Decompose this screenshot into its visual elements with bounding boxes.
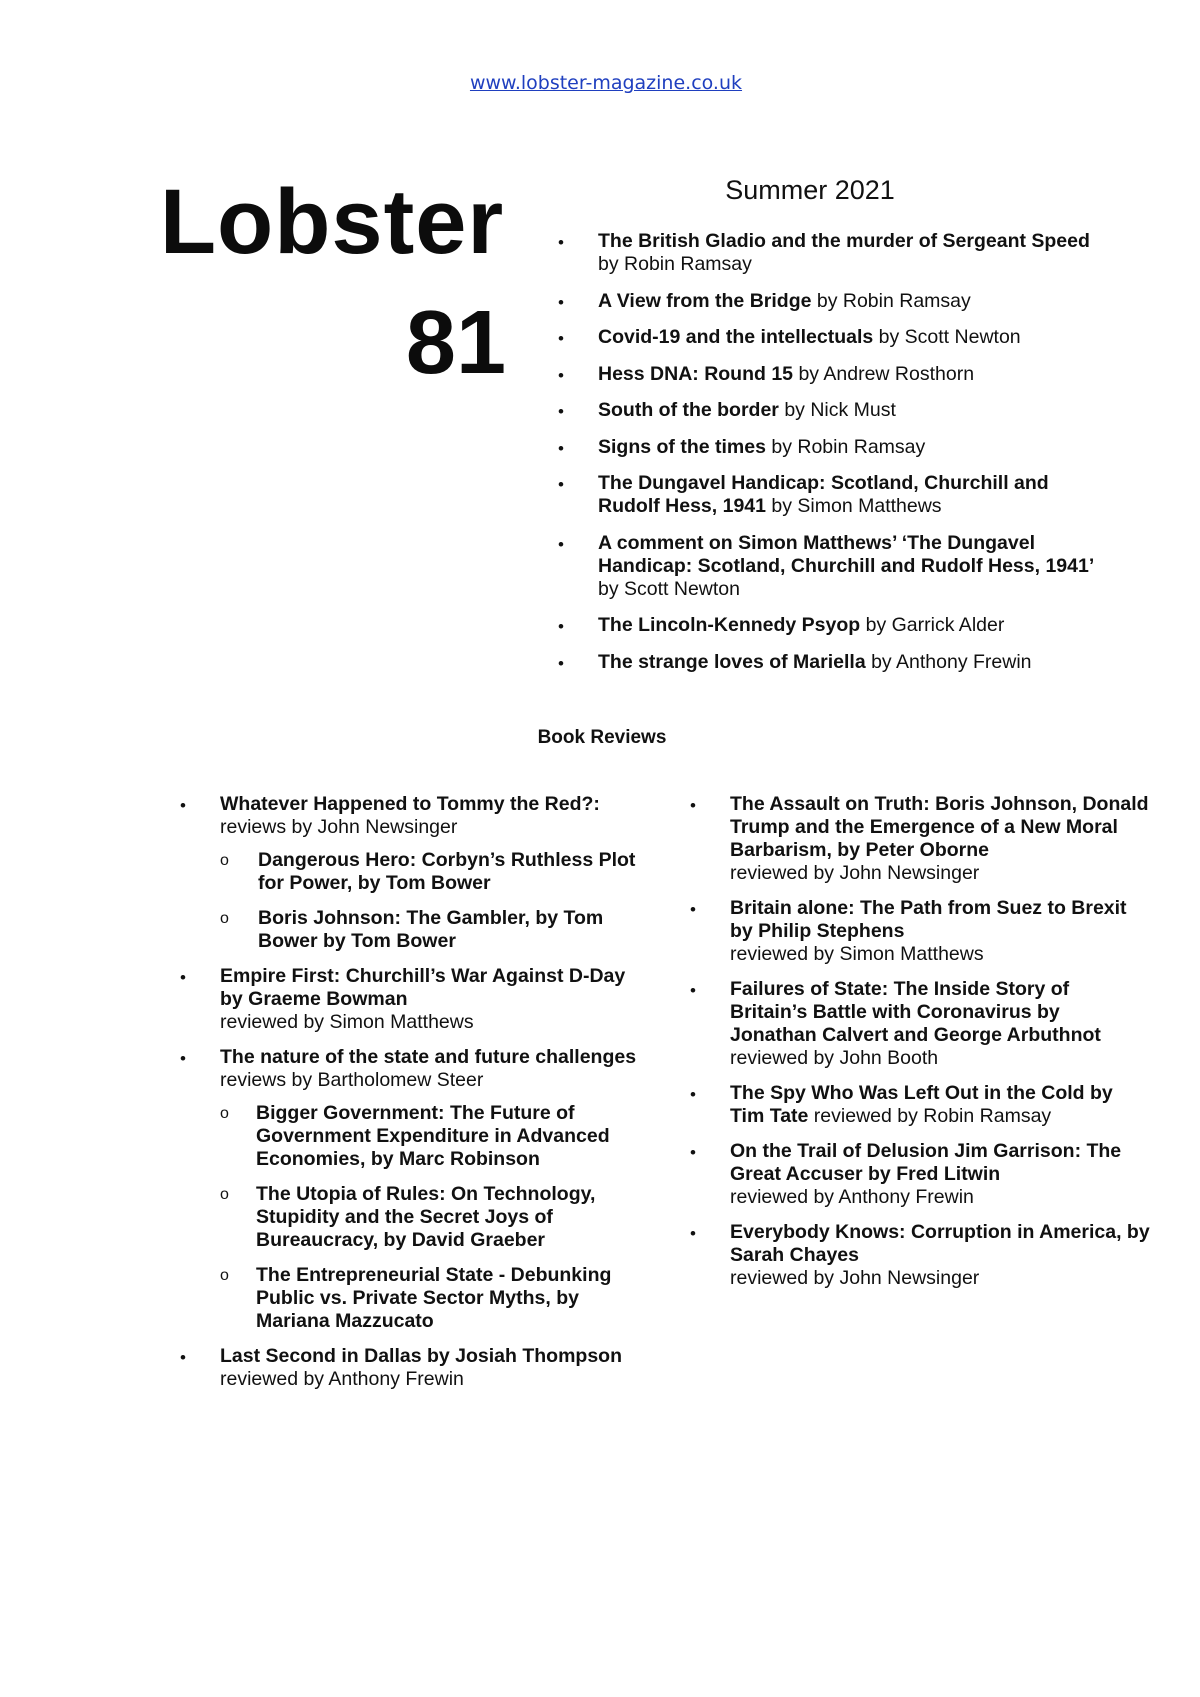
bullet-icon: •: [690, 1143, 696, 1162]
review-byline: reviewed by John Booth: [730, 1047, 939, 1069]
article-title: South of the border: [598, 399, 779, 421]
review-title: Everybody Knows: Corruption in America, by Sarah Chayes: [730, 1221, 1150, 1266]
bullet-icon: •: [558, 617, 564, 636]
review-title: Britain alone: The Path from Suez to Brexit by Philip Stephens: [730, 897, 1127, 942]
article-byline: by Andrew Rosthorn: [793, 362, 975, 385]
contents-item: [558, 326, 1098, 349]
contents-item: [558, 230, 1098, 276]
reviewed-book: [220, 849, 640, 895]
circle-bullet-icon: o: [220, 910, 229, 927]
review-item: [690, 978, 1150, 1070]
article-title: A View from the Bridge: [598, 289, 812, 312]
article-byline: by Simon Matthews: [765, 495, 942, 517]
issue-number: 81: [405, 293, 506, 393]
reviewed-book: [220, 1264, 640, 1333]
bullet-icon: •: [558, 653, 564, 673]
review-title: The Spy Who Was Left Out in the Cold by Tim Tate: [730, 1082, 1113, 1127]
circle-bullet-icon: o: [220, 1267, 229, 1284]
contents-item: [558, 614, 1098, 637]
circle-bullet-icon: o: [220, 1186, 229, 1203]
reviewed-book: [220, 907, 640, 953]
article-byline: by Scott Newton: [598, 577, 740, 600]
site-url-link[interactable]: www.lobster-magazine.co.uk: [469, 72, 743, 94]
reviewed-book-title: Dangerous Hero: Corbyn’s Ruthless Plot for Power, by Tom Bower: [258, 849, 636, 894]
bullet-icon: •: [690, 1224, 696, 1243]
bullet-icon: •: [558, 475, 564, 494]
circle-bullet-icon: o: [220, 1105, 229, 1122]
article-byline: by Anthony Frewin: [865, 650, 1032, 673]
bullet-icon: •: [690, 900, 696, 919]
review-byline: reviewed by Simon Matthews: [220, 1011, 474, 1033]
review-byline: reviewed by Robin Ramsay: [808, 1105, 1052, 1127]
contents-item: [558, 399, 1098, 422]
magazine-title: Lobster: [159, 171, 505, 273]
article-title: The Lincoln-Kennedy Psyop: [598, 614, 861, 636]
bullet-icon: •: [558, 438, 564, 458]
issue-date: Summer 2021: [725, 175, 895, 205]
article-byline: by Robin Ramsay: [598, 253, 752, 275]
review-title: On the Trail of Delusion Jim Garrison: The Great Accuser by Fred Litwin: [730, 1140, 1122, 1185]
reviews-left-column: [180, 793, 640, 1403]
review-byline: reviewed by John Newsinger: [730, 862, 980, 884]
article-title: Covid-19 and the intellectuals: [598, 326, 874, 348]
bullet-icon: •: [180, 1348, 186, 1367]
reviewed-book-title: Bigger Government: The Future of Government Expenditure in Advanced Economies, by Marc Robinson: [256, 1102, 610, 1170]
bullet-icon: •: [558, 233, 564, 252]
reviewed-books-list: [220, 1102, 640, 1333]
review-byline: reviews by Bartholomew Steer: [220, 1069, 484, 1091]
contents-item: [558, 532, 1098, 601]
contents-item: [558, 363, 1098, 386]
contents-item: [558, 472, 1098, 518]
article-title: Hess DNA: Round 15: [598, 362, 794, 385]
bullet-icon: •: [558, 534, 564, 554]
reviewed-book-title: The Entrepreneurial State - Debunking Public vs. Private Sector Myths, by Mariana Mazzucato: [256, 1264, 612, 1332]
article-byline: by Nick Must: [778, 399, 896, 421]
circle-bullet-icon: o: [220, 852, 229, 869]
review-item: [690, 1221, 1150, 1290]
bullet-icon: •: [558, 402, 564, 421]
article-title: The Dungavel Handicap: Scotland, Churchill and Rudolf Hess, 1941: [598, 472, 1049, 517]
bullet-icon: •: [690, 1085, 696, 1104]
book-reviews-heading: Book Reviews: [537, 727, 667, 748]
article-byline: by Robin Ramsay: [811, 289, 971, 312]
review-item: [180, 965, 640, 1034]
article-byline: by Scott Newton: [873, 326, 1021, 348]
bullet-icon: •: [558, 329, 564, 348]
article-title: The strange loves of Mariella: [598, 650, 866, 673]
review-byline: reviewed by Simon Matthews: [730, 943, 984, 965]
article-byline: by Robin Ramsay: [765, 435, 926, 458]
reviewed-books-list: [220, 849, 640, 953]
review-item: [690, 897, 1150, 966]
review-byline: reviewed by Anthony Frewin: [220, 1368, 464, 1390]
review-item: [690, 793, 1150, 885]
bullet-icon: •: [180, 796, 186, 815]
reviewed-book-title: Boris Johnson: The Gambler, by Tom Bower by Tom Bower: [258, 907, 604, 952]
article-byline: by Garrick Alder: [860, 614, 1005, 636]
contents-item: [558, 290, 1098, 313]
contents-item: [558, 651, 1098, 674]
reviewed-book: [220, 1183, 640, 1252]
reviewed-book-title: The Utopia of Rules: On Technology, Stupidity and the Secret Joys of Bureaucracy, by David Graeber: [256, 1183, 596, 1251]
article-title: Signs of the times: [598, 435, 766, 458]
review-byline: reviewed by John Newsinger: [730, 1267, 980, 1289]
review-item: [180, 1046, 640, 1333]
review-title: Last Second in Dallas by Josiah Thompson: [220, 1345, 622, 1367]
review-item: [180, 793, 640, 953]
review-title: Empire First: Churchill’s War Against D-Day by Graeme Bowman: [220, 965, 626, 1010]
review-item: [180, 1345, 640, 1391]
bullet-icon: •: [690, 796, 696, 815]
review-item: [690, 1082, 1150, 1128]
article-title: A comment on Simon Matthews’ ‘The Dungavel Handicap: Scotland, Churchill and Rudolf Hess, 1941’: [598, 531, 1095, 577]
bullet-icon: •: [558, 365, 564, 385]
review-title: The nature of the state and future challenges: [220, 1046, 637, 1068]
bullet-icon: •: [690, 981, 696, 1000]
bullet-icon: •: [558, 292, 564, 312]
article-title: The British Gladio and the murder of Sergeant Speed: [598, 230, 1090, 252]
review-title: Failures of State: The Inside Story of Britain’s Battle with Coronavirus by Jonathan Calvert and George Arbuthnot: [730, 978, 1101, 1046]
review-title: The Assault on Truth: Boris Johnson, Donald Trump and the Emergence of a New Moral Barbarism, by Peter Oborne: [730, 793, 1149, 861]
review-byline: reviews by John Newsinger: [220, 816, 458, 838]
review-item: [690, 1140, 1150, 1209]
review-byline: reviewed by Anthony Frewin: [730, 1186, 974, 1208]
contents-item: [558, 436, 1098, 459]
contents-list: [558, 230, 1098, 687]
review-title: Whatever Happened to Tommy the Red?:: [220, 793, 600, 815]
bullet-icon: •: [180, 968, 186, 987]
reviewed-book: [220, 1102, 640, 1171]
reviews-right-column: [690, 793, 1150, 1302]
bullet-icon: •: [180, 1049, 186, 1068]
